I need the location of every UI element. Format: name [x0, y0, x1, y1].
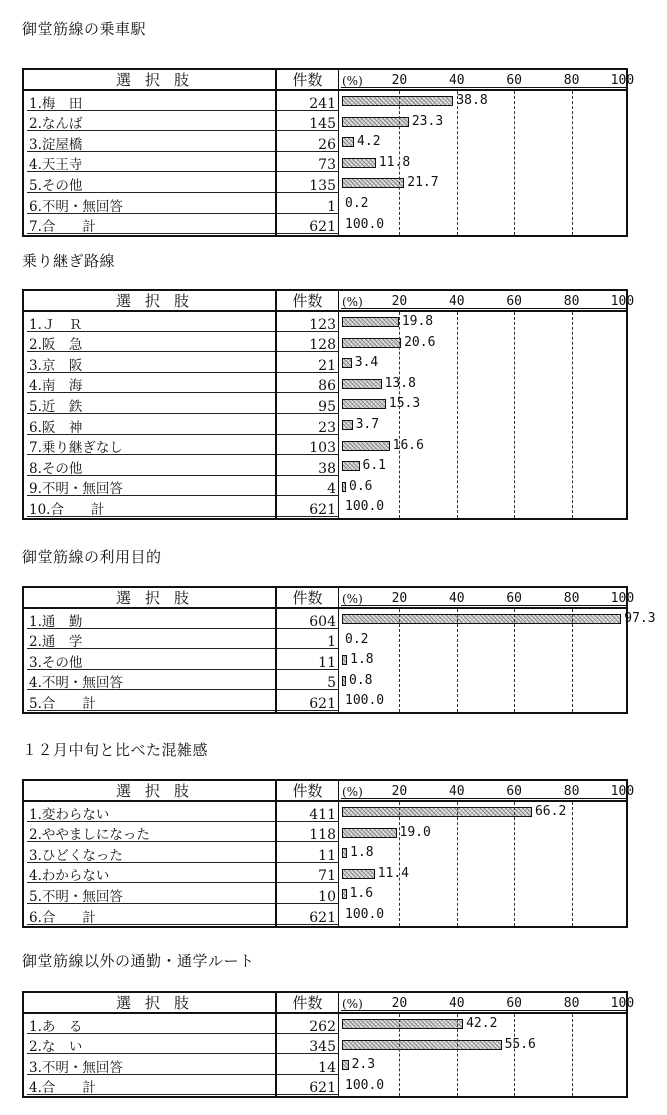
choice-label: 2.阪 急 [24, 333, 277, 354]
count-value: 411 [277, 802, 339, 823]
gridline [399, 609, 400, 712]
header-count: 件数 [277, 781, 339, 800]
count-value: 103 [277, 436, 339, 457]
table-row [24, 864, 626, 885]
axis-tick-label: 100 [610, 591, 635, 606]
choice-label: 9.不明・無回答 [24, 477, 277, 498]
table-header [24, 70, 635, 91]
choice-label: 2.な い [24, 1035, 277, 1056]
header-choice: 選択肢 [24, 291, 277, 310]
axis-unit-label: (%) [342, 592, 363, 606]
choice-label: 10.合 計 [24, 497, 277, 518]
count-value: 621 [277, 691, 339, 712]
header-choice: 選択肢 [24, 588, 277, 607]
gridline [399, 312, 400, 518]
percent-label: 23.3 [411, 113, 444, 129]
table-header [24, 291, 635, 312]
bar [342, 158, 376, 168]
bar-cell [339, 497, 626, 518]
bar [342, 676, 346, 686]
table-row [24, 215, 626, 236]
gridline [399, 1014, 400, 1096]
count-value: 145 [277, 112, 339, 133]
count-value: 73 [277, 153, 339, 174]
table-body [24, 802, 626, 926]
survey-table [22, 991, 635, 1098]
choice-label: 2.通 学 [24, 630, 277, 651]
percent-label: 100.0 [345, 906, 385, 922]
section-title: 御堂筋線以外の通勤・通学ルート [22, 952, 255, 970]
count-value: 4 [277, 477, 339, 498]
header-axis [339, 588, 635, 607]
header-choice: 選択肢 [24, 70, 277, 89]
count-value: 14 [277, 1055, 339, 1076]
bar-cell [339, 1014, 626, 1035]
percent-label: 3.4 [354, 355, 379, 371]
axis-tick-label: 20 [391, 294, 408, 309]
bar [342, 317, 399, 327]
bar-cell [339, 394, 626, 415]
table-row [24, 394, 626, 415]
table-row [24, 884, 626, 905]
choice-label: 4.天王寺 [24, 153, 277, 174]
table-body [24, 91, 626, 235]
table-row [24, 436, 626, 457]
bar [342, 441, 390, 451]
survey-table [22, 68, 635, 237]
percent-label: 38.8 [456, 93, 488, 108]
percent-label: 100.0 [345, 499, 385, 515]
choice-label: 7.乗り継ぎなし [24, 436, 277, 457]
table-row [24, 630, 626, 651]
axis-tick-label: 60 [506, 784, 523, 799]
table-header [24, 993, 635, 1014]
count-value: 241 [277, 91, 339, 112]
axis-tick-label: 40 [448, 591, 465, 606]
choice-label: 4.わからない [24, 864, 277, 885]
axis-tick-label: 80 [563, 591, 580, 606]
axis-tick-label: 40 [448, 784, 465, 799]
bar-cell [339, 477, 626, 498]
choice-label: 2.ややましになった [24, 823, 277, 844]
percent-label: 19.8 [401, 314, 434, 329]
count-value: 128 [277, 333, 339, 354]
gridline [457, 802, 458, 926]
bar-cell [339, 333, 626, 354]
percent-label: 1.8 [350, 652, 374, 668]
percent-label: 42.2 [466, 1016, 498, 1031]
table-header [24, 588, 635, 609]
table-row [24, 112, 626, 133]
table-row [24, 650, 626, 671]
bar-cell [339, 1076, 626, 1097]
axis-tick-label: 100 [610, 294, 635, 309]
percent-label: 15.3 [388, 396, 421, 412]
percent-label: 21.7 [407, 175, 439, 191]
choice-label: 5.合 計 [24, 691, 277, 712]
table-row [24, 905, 626, 926]
header-axis [339, 781, 635, 800]
count-value: 86 [277, 374, 339, 395]
gridline [514, 1014, 515, 1096]
choice-label: 7.合 計 [24, 215, 277, 236]
count-value: 11 [277, 843, 339, 864]
table-row [24, 1076, 626, 1097]
bar-cell [339, 823, 626, 844]
table-row [24, 802, 626, 823]
table-row [24, 497, 626, 518]
choice-label: 5.近 鉄 [24, 394, 277, 415]
table-row [24, 843, 626, 864]
gridline [457, 312, 458, 518]
table-row [24, 823, 626, 844]
choice-label: 1.あ る [24, 1014, 277, 1035]
header-count: 件数 [277, 993, 339, 1012]
count-value: 1 [277, 194, 339, 215]
table-row [24, 691, 626, 712]
bar [342, 137, 354, 147]
table-row [24, 477, 626, 498]
choice-label: 3.京 阪 [24, 353, 277, 374]
axis-tick-label: 100 [610, 73, 635, 88]
percent-label: 19.0 [399, 824, 431, 840]
bar-cell [339, 374, 626, 395]
count-value: 21 [277, 353, 339, 374]
choice-label: 3.ひどくなった [24, 843, 277, 864]
table-row [24, 333, 626, 354]
count-value: 118 [277, 823, 339, 844]
bar [342, 178, 404, 188]
bar [342, 399, 386, 409]
axis-tick-label: 80 [563, 294, 580, 309]
choice-label: 1.通 勤 [24, 609, 277, 630]
gridline [572, 609, 573, 712]
header-axis [339, 291, 635, 310]
axis-tick-label: 100 [610, 784, 635, 799]
table-row [24, 91, 626, 112]
survey-table [22, 586, 656, 714]
bar-cell [339, 905, 626, 926]
axis-tick-label: 40 [448, 73, 465, 88]
header-choice: 選択肢 [24, 781, 277, 800]
choice-label: 6.不明・無回答 [24, 194, 277, 215]
count-value: 621 [277, 905, 339, 926]
count-value: 621 [277, 1076, 339, 1097]
table-row [24, 456, 626, 477]
bar-cell [339, 630, 626, 651]
section-title: １２月中旬と比べた混雑感 [22, 741, 209, 759]
table-row [24, 173, 626, 194]
gridline [572, 91, 573, 235]
gridline [514, 802, 515, 926]
axis-tick-label: 20 [391, 996, 408, 1011]
bar-cell [339, 843, 626, 864]
table-row [24, 194, 626, 215]
survey-table [22, 289, 635, 520]
count-value: 10 [277, 884, 339, 905]
count-value: 621 [277, 215, 339, 236]
axis-tick-label: 100 [610, 996, 635, 1011]
axis-tick-label: 80 [563, 996, 580, 1011]
choice-label: 5.不明・無回答 [24, 884, 277, 905]
percent-label: 6.1 [362, 458, 386, 474]
table-row [24, 312, 626, 333]
table-body [24, 1014, 626, 1096]
choice-label: 3.不明・無回答 [24, 1055, 277, 1076]
table-row [24, 1035, 626, 1056]
choice-label: 4.南 海 [24, 374, 277, 395]
axis-tick-label: 80 [563, 73, 580, 88]
percent-label: 0.2 [345, 195, 369, 211]
gridline [514, 312, 515, 518]
bar-cell [339, 153, 626, 174]
percent-label: 11.8 [378, 154, 411, 170]
gridline [572, 802, 573, 926]
bar [342, 1019, 463, 1029]
choice-label: 3.淀屋橋 [24, 132, 277, 153]
header-choice: 選択肢 [24, 993, 277, 1012]
bar [342, 461, 360, 471]
bar-cell [339, 456, 626, 477]
axis-tick-label: 20 [391, 591, 408, 606]
gridline [572, 1014, 573, 1096]
count-value: 26 [277, 132, 339, 153]
percent-label: 16.6 [392, 437, 424, 453]
table-header [24, 781, 635, 802]
bar-cell [339, 650, 626, 671]
bar [342, 1060, 349, 1070]
bar-cell [339, 1055, 626, 1076]
count-value: 11 [277, 650, 339, 671]
percent-label: 97.3 [624, 611, 656, 626]
percent-label: 20.6 [404, 334, 436, 350]
gridline [457, 609, 458, 712]
axis-tick-label: 20 [391, 73, 408, 88]
choice-label: 4.不明・無回答 [24, 671, 277, 692]
count-value: 604 [277, 609, 339, 630]
table-row [24, 1055, 626, 1076]
count-value: 135 [277, 173, 339, 194]
gridline [572, 312, 573, 518]
header-axis [339, 993, 635, 1012]
count-value: 95 [277, 394, 339, 415]
gridline [514, 91, 515, 235]
gridline [399, 91, 400, 235]
axis-tick-label: 60 [506, 591, 523, 606]
bar-cell [339, 353, 626, 374]
bar-cell [339, 173, 626, 194]
choice-label: 1.Ｊ Ｒ [24, 312, 277, 333]
bar [342, 848, 347, 858]
bar-cell [339, 132, 626, 153]
axis-tick-label: 40 [448, 996, 465, 1011]
percent-label: 1.6 [349, 886, 374, 902]
header-count: 件数 [277, 588, 339, 607]
bar [342, 807, 532, 817]
bar-cell [339, 691, 626, 712]
bar [342, 482, 346, 492]
bar-cell [339, 194, 626, 215]
percent-label: 100.0 [345, 693, 385, 709]
axis-unit-label: (%) [342, 295, 363, 309]
percent-label: 2.3 [351, 1057, 376, 1073]
percent-label: 100.0 [345, 216, 385, 232]
axis-tick-label: 60 [506, 996, 523, 1011]
percent-label: 0.2 [345, 631, 369, 647]
bar [342, 614, 621, 624]
gridline [514, 609, 515, 712]
percent-label: 1.8 [350, 845, 374, 861]
bar [342, 828, 397, 838]
table-body [24, 312, 626, 518]
count-value: 71 [277, 864, 339, 885]
gridline [457, 91, 458, 235]
bar-cell [339, 609, 656, 630]
choice-label: 6.合 計 [24, 905, 277, 926]
bar-cell [339, 112, 626, 133]
bar-cell [339, 91, 626, 112]
choice-label: 1.梅 田 [24, 91, 277, 112]
survey-table [22, 779, 635, 928]
choice-label: 1.変わらない [24, 802, 277, 823]
gridline [457, 1014, 458, 1096]
choice-label: 4.合 計 [24, 1076, 277, 1097]
bar-cell [339, 1035, 626, 1056]
percent-label: 11.4 [377, 865, 410, 881]
count-value: 123 [277, 312, 339, 333]
axis-unit-label: (%) [342, 997, 363, 1011]
bar [342, 338, 401, 348]
header-axis [339, 70, 635, 89]
axis-tick-label: 80 [563, 784, 580, 799]
axis-tick-label: 60 [506, 294, 523, 309]
gridline [399, 802, 400, 926]
bar [342, 889, 347, 899]
table-body [24, 609, 656, 712]
percent-label: 3.7 [355, 416, 380, 432]
section-title: 御堂筋線の利用目的 [22, 548, 162, 566]
table-row [24, 415, 626, 436]
bar-cell [339, 671, 626, 692]
choice-label: 5.その他 [24, 173, 277, 194]
table-row [24, 671, 626, 692]
table-row [24, 353, 626, 374]
bar [342, 1040, 502, 1050]
count-value: 38 [277, 456, 339, 477]
percent-label: 66.2 [534, 804, 567, 819]
header-count: 件数 [277, 291, 339, 310]
percent-label: 4.2 [357, 134, 381, 150]
percent-label: 13.8 [384, 375, 416, 391]
count-value: 621 [277, 497, 339, 518]
count-value: 5 [277, 671, 339, 692]
bar-cell [339, 864, 626, 885]
axis-unit-label: (%) [342, 785, 363, 799]
bar [342, 358, 352, 368]
bar [342, 96, 453, 106]
percent-label: 0.8 [349, 672, 373, 688]
bar [342, 869, 375, 879]
bar [342, 420, 353, 430]
count-value: 1 [277, 630, 339, 651]
percent-label: 55.6 [504, 1036, 536, 1052]
bar-cell [339, 312, 626, 333]
bar-cell [339, 415, 626, 436]
table-row [24, 132, 626, 153]
percent-label: 0.6 [349, 478, 373, 494]
section-title: 御堂筋線の乗車駅 [22, 20, 147, 38]
bar-cell [339, 884, 626, 905]
bar-cell [339, 802, 626, 823]
choice-label: 2.なんば [24, 112, 277, 133]
axis-unit-label: (%) [342, 74, 363, 88]
bar-cell [339, 215, 626, 236]
bar [342, 379, 382, 389]
count-value: 345 [277, 1035, 339, 1056]
table-row [24, 1014, 626, 1035]
axis-tick-label: 60 [506, 73, 523, 88]
count-value: 23 [277, 415, 339, 436]
table-row [24, 374, 626, 395]
choice-label: 6.阪 神 [24, 415, 277, 436]
header-count: 件数 [277, 70, 339, 89]
table-row [24, 609, 656, 630]
choice-label: 3.その他 [24, 650, 277, 671]
choice-label: 8.その他 [24, 456, 277, 477]
axis-tick-label: 40 [448, 294, 465, 309]
count-value: 262 [277, 1014, 339, 1035]
section-title: 乗り継ぎ路線 [22, 252, 116, 270]
bar-cell [339, 436, 626, 457]
table-row [24, 153, 626, 174]
percent-label: 100.0 [345, 1077, 385, 1093]
axis-tick-label: 20 [391, 784, 408, 799]
bar [342, 655, 347, 665]
